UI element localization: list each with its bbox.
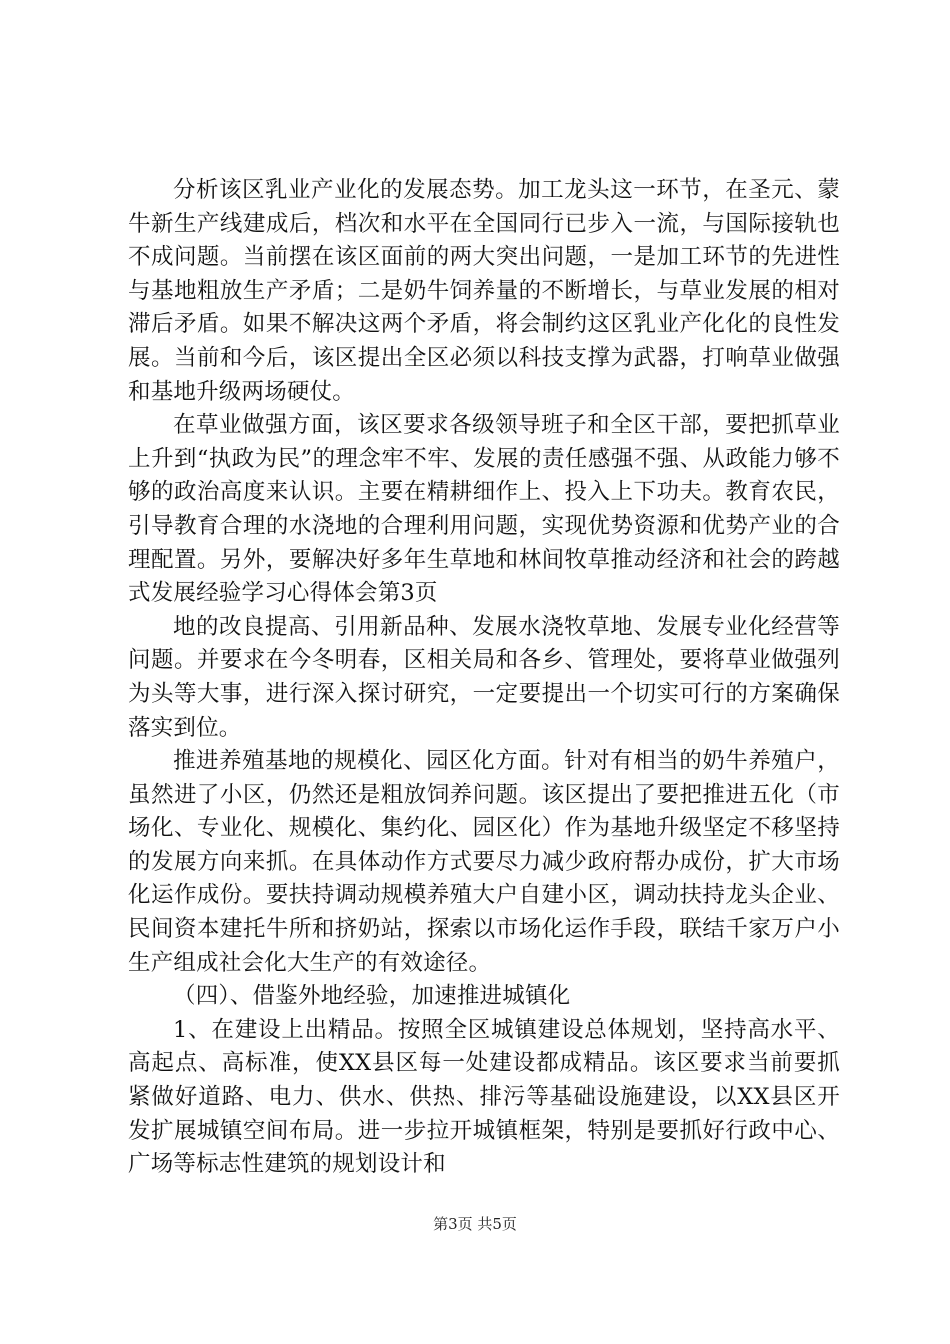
paragraph-grass-industry: 在草业做强方面，该区要求各级领导班子和全区干部，要把抓草业上升到“执政为民”的理念牢不牢、发展的责任感强不强、从政能力够不够的政治高度来认识。主要在精耕细作上、投入上下功夫。教育农民，引导教育合理的水浇地的合理利用问题，实现优势资源和优势产业的合理配置。另外，要解决好多年生草地和林间牧草推动经济和社会的跨越式发展经验学习心得体会第3页 (128, 412, 840, 607)
paragraph-dairy-industry: 分析该区乳业产业化的发展态势。加工龙头这一环节，在圣元、蒙牛新生产线建成后，档次和水平在全国同行已步入一流，与国际接轨也不成问题。当前摆在该区面前的两大突出问题，一是加工环节的先进性与基地粗放生产矛盾；二是奶牛饲养量的不断增长，与草业发展的相对滞后矛盾。如果不解决这两个矛盾，将会制约这区乳业产化化的良性发展。当前和今后，该区提出全区必须以科技支撑为武器，打响草业做强和基地升级两场硬仗。 (128, 177, 840, 405)
paragraph-grassland-improvement: 地的改良提高、引用新品种、发展水浇牧草地、发展专业化经营等问题。并要求在今冬明春，区相关局和各乡、管理处，要将草业做强列为头等大事，进行深入探讨研究，一定要提出一个切实可行的方案确保落实到位。 (128, 613, 840, 741)
paragraph-construction-quality: 1、在建设上出精品。按照全区城镇建设总体规划，坚持高水平、高起点、高标准，使XX县区每一处建设都成精品。该区要求当前要抓紧做好道路、电力、供水、供热、排污等基础设施建设，以XX县区开发扩展城镇空间布局。进一步拉开城镇框架，特别是要抓好行政中心、广场等标志性建筑的规划设计和 (128, 1016, 840, 1178)
document-body (128, 174, 840, 1182)
section-heading-urbanization: （四）、借鉴外地经验，加速推进城镇化 (173, 983, 571, 1010)
page-footer: 第3页 共5页 (433, 1215, 517, 1233)
paragraph-breeding-base: 推进养殖基地的规模化、园区化方面。针对有相当的奶牛养殖户，虽然进了小区，仍然还是粗放饲养问题。该区提出了要把推进五化（市场化、专业化、规模化、集约化、园区化）作为基地升级坚定不移坚持的发展方向来抓。在具体动作方式要尽力减少政府帮办成份，扩大市场化运作成份。要扶持调动规模养殖大户自建小区，调动扶持龙头企业、民间资本建托牛所和挤奶站，探索以市场化运作手段，联结千家万户小生产组成社会化大生产的有效途径。 (128, 748, 840, 976)
